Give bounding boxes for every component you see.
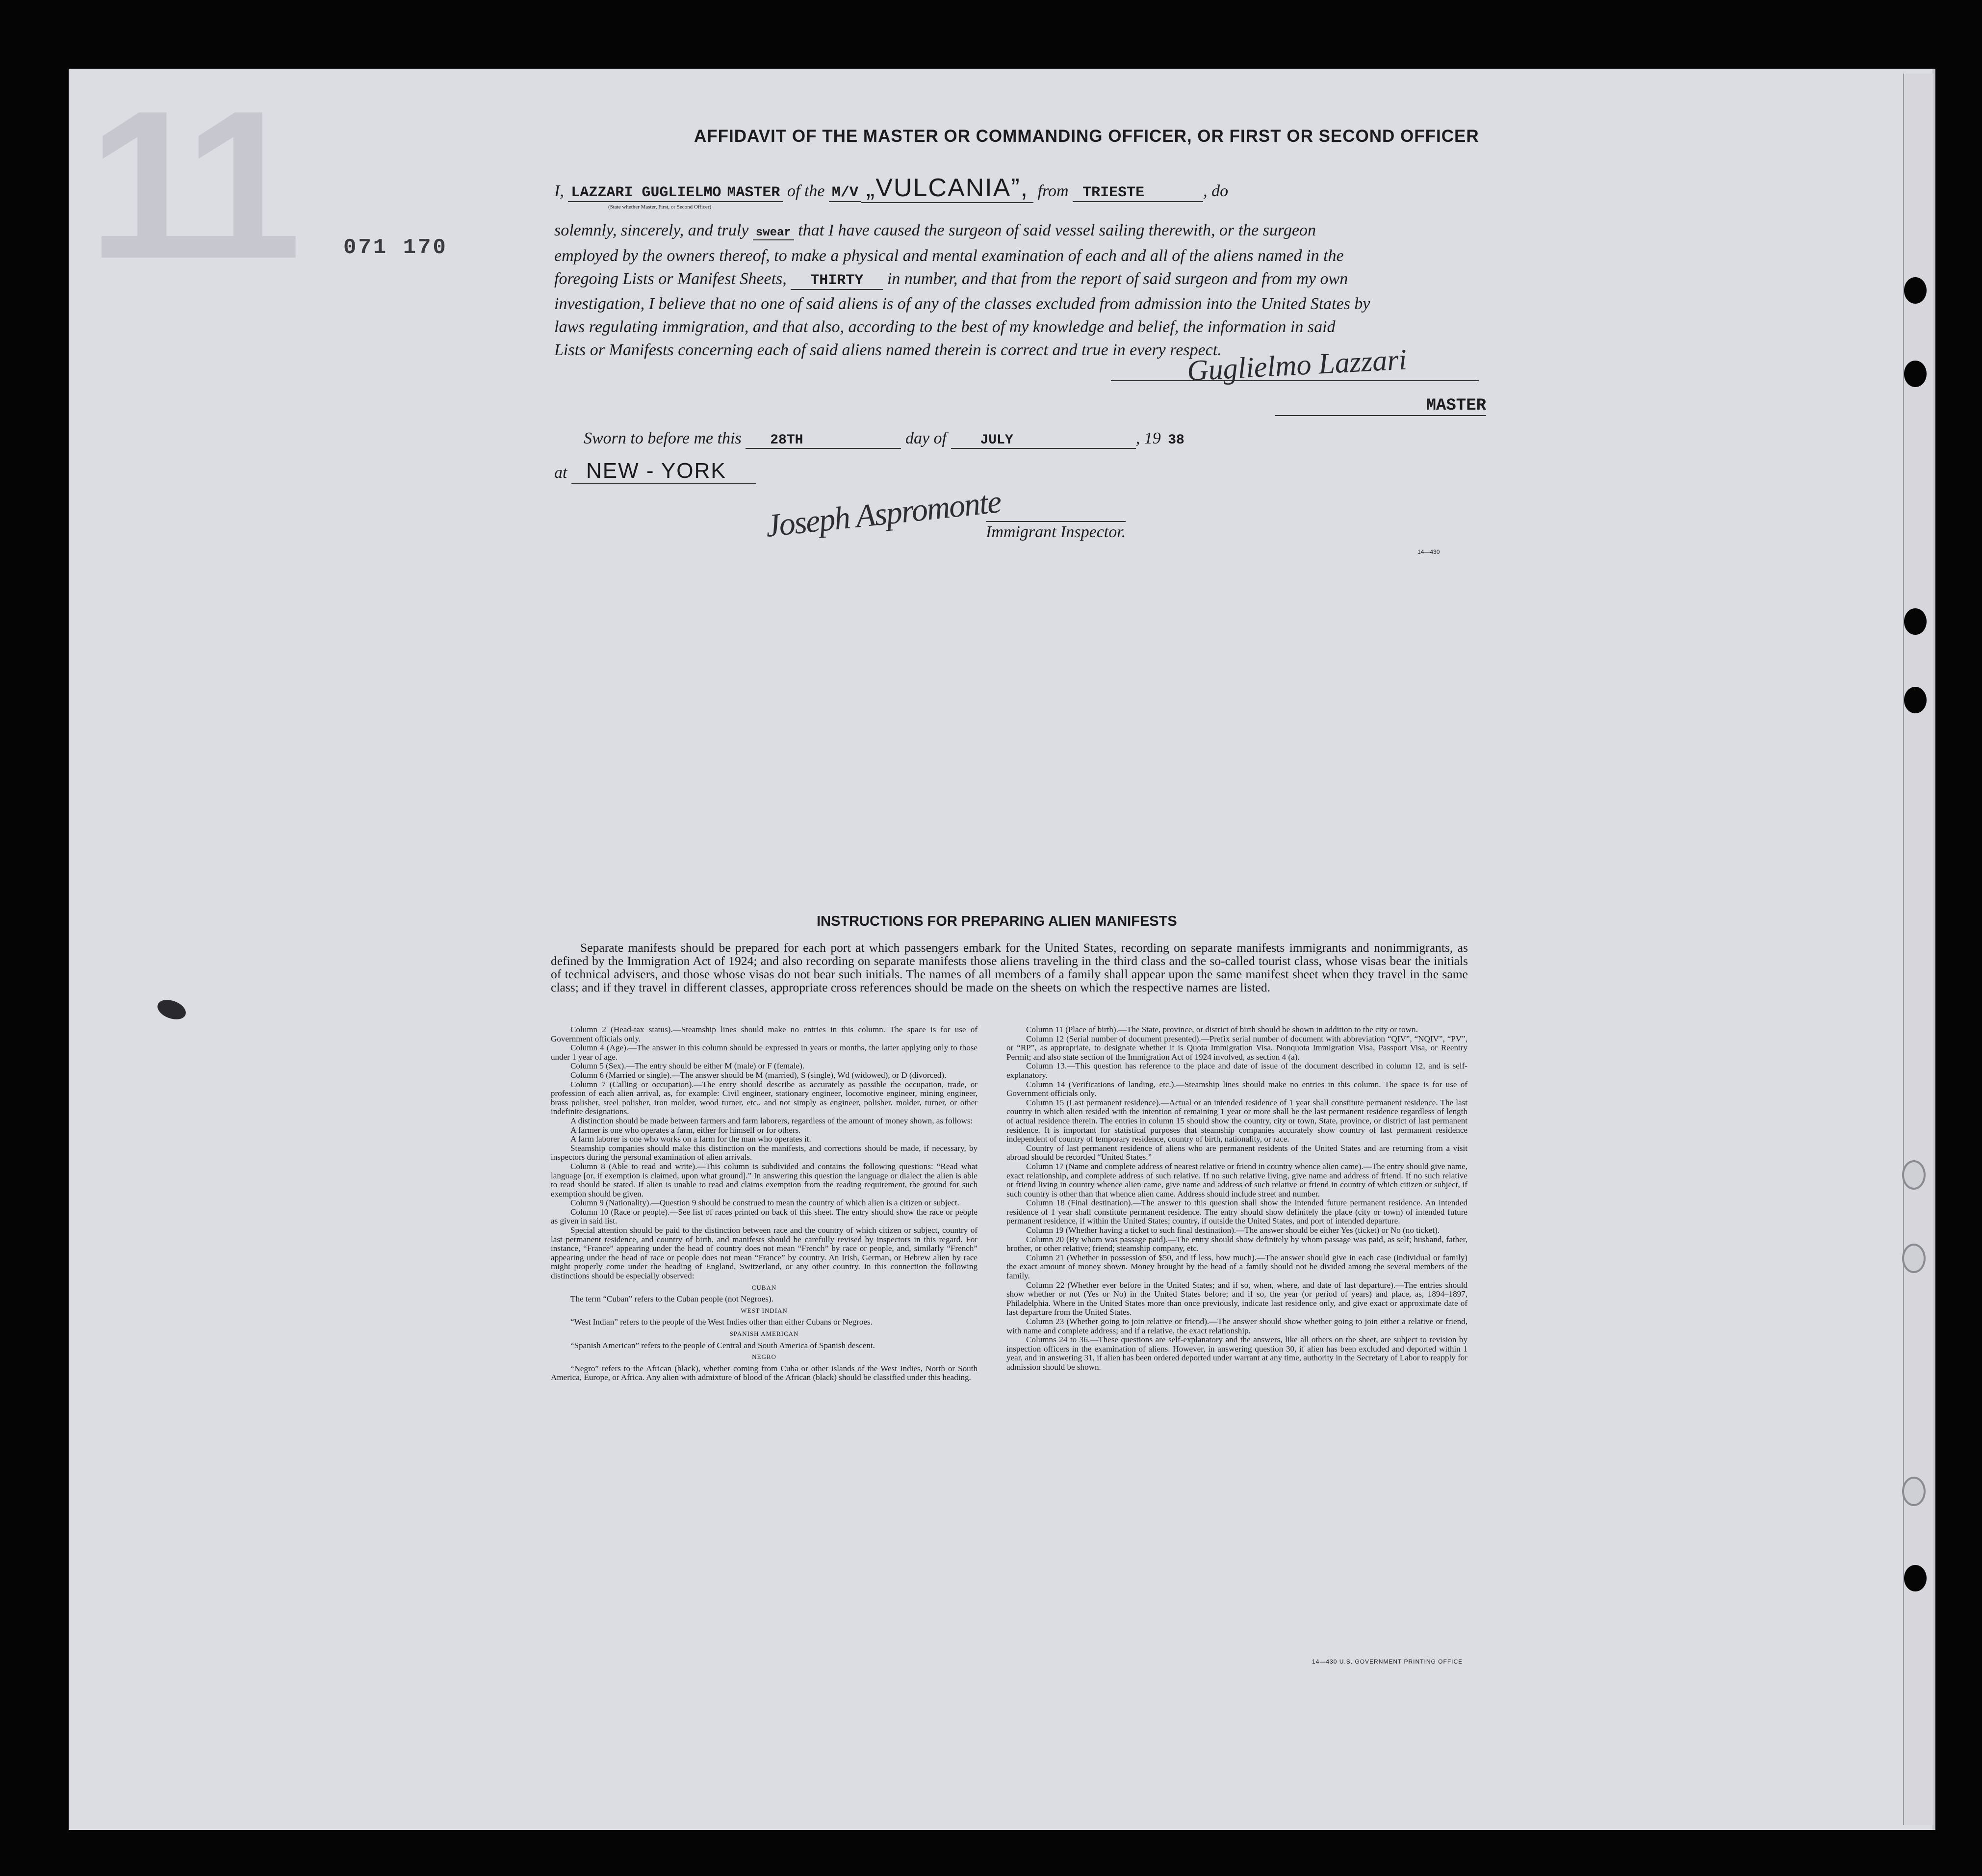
signature-line: [1111, 380, 1479, 381]
instructions-right-column: [1006, 1025, 1467, 1372]
instruction-paragraph: Column 11 (Place of birth).—The State, province, or district of birth should be shown in addition to the city or town.: [1026, 1025, 1418, 1034]
inspector-title: Immigrant Inspector.: [986, 521, 1126, 542]
rank-note: (State whether Master, First, or Second Officer): [608, 204, 712, 210]
instruction-paragraph: Column 9 (Nationality).—Question 9 should be construed to mean the country of which alien is a citizen or subject.: [570, 1198, 959, 1208]
punch-hole: [1904, 1565, 1927, 1591]
instructions-title: INSTRUCTIONS FOR PREPARING ALIEN MANIFESTS: [817, 913, 1177, 929]
master-signature: Guglielmo Lazzari: [1186, 343, 1408, 387]
affidavit-body: [554, 174, 1471, 362]
sheet-count: THIRTY: [791, 272, 883, 290]
binder-ring: [1902, 1477, 1926, 1506]
bleed-through-numeral: 11: [88, 67, 292, 303]
instruction-paragraph: Column 5 (Sex).—The entry should be either M (male) or F (female).: [570, 1061, 805, 1071]
instruction-paragraph: Column 18 (Final destination).—The answer to this question shall show the intended future permanent residence. An intended residence of 1 year shall constitute permanent residence. The entry should show definitely the place (city or town) of intended future permanent residence, if within the United States; country, if outside the United States, and port of intended departure.: [1006, 1198, 1467, 1226]
instruction-paragraph: Column 6 (Married or single).—The answer should be M (married), S (single), Wd (widowed), or D (divorced).: [570, 1070, 947, 1080]
instruction-paragraph: Column 10 (Race or people).—See list of races printed on back of this sheet. The entry should show the race or people as given in said list.: [551, 1207, 978, 1226]
instruction-paragraph: Column 21 (Whether in possession of $50, and if less, how much).—The answer should give in each case (individual or family) the exact amount of money shown. Money brought by the head of a family should not be divided among the several members of the family.: [1006, 1252, 1467, 1281]
sworn-month: JULY: [951, 433, 1136, 449]
instruction-paragraph: A farmer is one who operates a farm, either for himself or for others.: [570, 1125, 801, 1135]
printing-office-code: 14—430 U.S. GOVERNMENT PRINTING OFFICE: [1312, 1658, 1463, 1665]
subheading-cuban: CUBAN: [751, 1283, 777, 1291]
affidavit-line-4: foregoing Lists or Manifest Sheets, THIRTY in number, and that from the report of said surgeon and from my own: [554, 270, 1348, 289]
instruction-paragraph: Country of last permanent residence of aliens who are permanent residents of the United States and are returning from a visit abroad should be recorded “United States.”: [1006, 1143, 1467, 1162]
binder-ring: [1902, 1160, 1926, 1190]
instruction-paragraph: Column 2 (Head-tax status).—Steamship lines should make no entries in this column. The space is for use of Government officials only.: [551, 1025, 978, 1043]
instructions-left-column: [551, 1025, 978, 1382]
affidavit-line-1: I, LAZZARI GUGLIELMO MASTER of the M/V „VULCANIA”, from TRIESTE , do (State whether Master, First, or Second Officer): [554, 177, 1471, 219]
subheading-west-indian: WEST INDIAN: [741, 1306, 788, 1314]
subheading-spanish-american: SPANISH AMERICAN: [729, 1330, 799, 1337]
punch-hole: [1904, 608, 1927, 635]
affidavit-line-2: solemnly, sincerely, and truly swear that I have caused the surgeon of said vessel sailing therewith, or the surgeon: [554, 221, 1316, 239]
instruction-paragraph: Column 4 (Age).—The answer in this column should be expressed in years or months, the latter applying only to those under 1 year of age.: [551, 1043, 978, 1062]
instruction-paragraph: Column 12 (Serial number of document presented).—Prefix serial number of document with abbreviation “QIV”, “NQIV”, “PV”, or “RP”, as appropriate, to designate whether it is Quota Immigration Visa, Nonquota Immigration Visa, Passport Visa, or Reentry Permit; and also state section of the Immigration Act of 1924 involved, as section 4 (a).: [1006, 1034, 1467, 1062]
instruction-paragraph: Special attention should be paid to the distinction between race and the country of which citizen or subject, country of last permanent residence, and country of birth, and manifests should be carefully revised by inspectors in this regard. For instance, “France” appearing under the head of country does not mean “French” by race or people, and, similarly “French” appearing under the head of race or people does not mean “France” by country. An Irish, German, or Hebrew alien by race might properly come under the heading of England, Switzerland, or any other country. In this connection the following distinctions should be especially observed:: [551, 1225, 978, 1281]
punch-hole: [1904, 361, 1927, 387]
oath-word: swear: [753, 226, 794, 240]
instruction-paragraph: Column 15 (Last permanent residence).—Actual or an intended residence of 1 year shall constitute permanent residence. The last country in which alien resided with the intention of remaining 1 year or more shall be the last permanent residence regardless of length of actual residence therein. The entries in column 15 should show the country, city or town, State, province, or district of last permanent residence. It is important for statistical purposes that steamship companies accurately show country of last permanent residence independent of country of temporary residence, country of birth, nationality, or race.: [1006, 1097, 1467, 1144]
binder-ring: [1902, 1244, 1926, 1273]
instruction-paragraph: Column 7 (Calling or occupation).—The entry should describe as accurately as possible the occupation, trade, or profession of each alien arrival, as, for example: Civil engineer, stationary engineer, locomotive engineer, mining engineer, brass polisher, steel polisher, iron molder, wood turner, etc., and not simply as engineer, polisher, molder, turner, or other indefinite designations.: [551, 1079, 978, 1117]
instruction-paragraph: A distinction should be made between farmers and farm laborers, regardless of the amount of money shown, as follows:: [570, 1116, 973, 1125]
instruction-paragraph: “West Indian” refers to the people of the West Indies other than either Cubans or Negroes.: [570, 1317, 873, 1327]
instruction-paragraph: Column 19 (Whether having a ticket to such final destination).—The answer should be either Yes (ticket) or No (no ticket).: [1026, 1225, 1440, 1235]
affidavit-line-5: investigation, I believe that no one of said aliens is of any of the classes excluded from admission into the United States by: [554, 295, 1370, 313]
vessel-name: „VULCANIA”,: [861, 174, 1033, 203]
instruction-paragraph: Column 23 (Whether going to join relative or friend).—The answer should show whether going to join either a relative or friend, with name and complete address; and if a relative, the exact relationship.: [1006, 1317, 1467, 1335]
inspector-signature: Joseph Aspromonte: [764, 484, 1003, 544]
sworn-year: 38: [1168, 433, 1184, 448]
instruction-paragraph: Column 20 (By whom was passage paid).—The entry should show definitely by whom passage was paid, as self; husband, father, brother, or other relative; friend; steamship company, etc.: [1006, 1234, 1467, 1253]
instruction-paragraph: A farm laborer is one who works on a farm for the man who operates it.: [570, 1134, 811, 1144]
punch-hole: [1904, 277, 1927, 304]
affidavit-line-6: laws regulating immigration, and that also, according to the best of my knowledge and belief, the information in said: [554, 318, 1336, 336]
instruction-paragraph: Steamship companies should make this distinction on the manifests, and corrections should be made, if necessary, by inspectors during the personal examination of alien arrivals.: [551, 1143, 978, 1162]
form-code: 14—430: [1417, 548, 1440, 555]
affidavit-line-7: Lists or Manifests concerning each of said aliens named therein is correct and true in every respect.: [554, 341, 1222, 359]
place-line: at NEW - YORK: [554, 459, 756, 483]
sworn-day: 28TH: [746, 433, 901, 449]
instruction-paragraph: The term “Cuban” refers to the Cuban people (not Negroes).: [570, 1294, 773, 1304]
officer-rank: MASTER: [724, 184, 783, 202]
sworn-line: Sworn to before me this 28TH day of JULY , 19 38: [584, 429, 1187, 448]
affidavit-line-3: employed by the owners thereof, to make a physical and mental examination of each and all of the aliens named in the: [554, 247, 1344, 265]
sworn-place: NEW - YORK: [571, 459, 756, 484]
instructions-intro: Separate manifests should be prepared for each port at which passengers embark for the United States, recording on separate manifests immigrants and nonimmigrants, as defined by the Immigration Act of 1924; and also recording on separate manifests those aliens traveling in the third class and the so-called tourist class, whose visas bear the initials of technical advisers, and those whose visas do not bear such initials. The names of all members of a family shall appear upon the same manifest sheet when they travel in the same class; and if they travel in different classes, appropriate cross references should be made on the sheets on which the respective names are listed.: [551, 940, 1468, 994]
punch-hole: [1904, 687, 1927, 713]
instruction-paragraph: Columns 24 to 36.—These questions are self-explanatory and the answers, like all others on the sheet, are subject to revision by inspection officers in the examination of aliens. However, in answering question 30, if alien has been excluded and deported within 1 year, and in answering 31, if alien has been ordered deported under warrant at any time, authority in the Secretary of Labor to reapply for admission should be shown.: [1006, 1335, 1467, 1372]
departure-port: TRIESTE: [1073, 184, 1203, 202]
instruction-paragraph: “Negro” refers to the African (black), whether coming from Cuba or other islands of the West Indies, North or South America, Europe, or Africa. Any alien with admixture of blood of the African (black) should be classified under this heading.: [551, 1363, 978, 1382]
binder-strip: [1903, 74, 1933, 1825]
instruction-paragraph: Column 14 (Verifications of landing, etc.).—Steamship lines should make no entries in this column. The space is for use of Government officials only.: [1006, 1079, 1467, 1098]
signer-title: MASTER: [1275, 396, 1486, 416]
instruction-paragraph: Column 17 (Name and complete address of nearest relative or friend in country whence alien came).—The entry should give name, exact relationship, and complete address of such relative. If no such relative living, give name and address of friend. If no such relative or friend living in country whence alien came, give name and address of such relative or friend in country of which citizen or subject, if such country is other than that whence alien came. Address should include street and number.: [1006, 1161, 1467, 1199]
instruction-paragraph: Column 22 (Whether ever before in the United States; and if so, when, where, and date of last departure).—The entries should show whether or not (Yes or No) in the United States before; and if so, the year (or period of years) and place, as, 1894–1897, Philadelphia. Where in the United States more than once previously, indicate last residence only, and give exact or approximate date of last departure from the United States.: [1006, 1280, 1467, 1317]
sheet-stamp: 071 170: [343, 235, 448, 260]
vessel-prefix: M/V: [829, 184, 861, 202]
affidavit-title: AFFIDAVIT OF THE MASTER OR COMMANDING OFFICER, OR FIRST OR SECOND OFFICER: [694, 127, 1479, 146]
instruction-paragraph: “Spanish American” refers to the people of Central and South America of Spanish descent.: [570, 1340, 875, 1350]
instruction-paragraph: Column 8 (Able to read and write).—This column is subdivided and contains the following questions: “Read what language [or, if exemption is claimed, upon what ground].” In answering this question the language or dialect the alien is able to read should be stated. If alien is unable to read and claims exemption from the reading requirement, the ground for such exemption should be given.: [551, 1161, 978, 1199]
instruction-paragraph: Column 13.—This question has reference to the place and date of issue of the document described in column 12, and is self-explanatory.: [1006, 1061, 1467, 1080]
officer-name: LAZZARI GUGLIELMO: [568, 184, 724, 202]
subheading-negro: NEGRO: [752, 1353, 776, 1361]
